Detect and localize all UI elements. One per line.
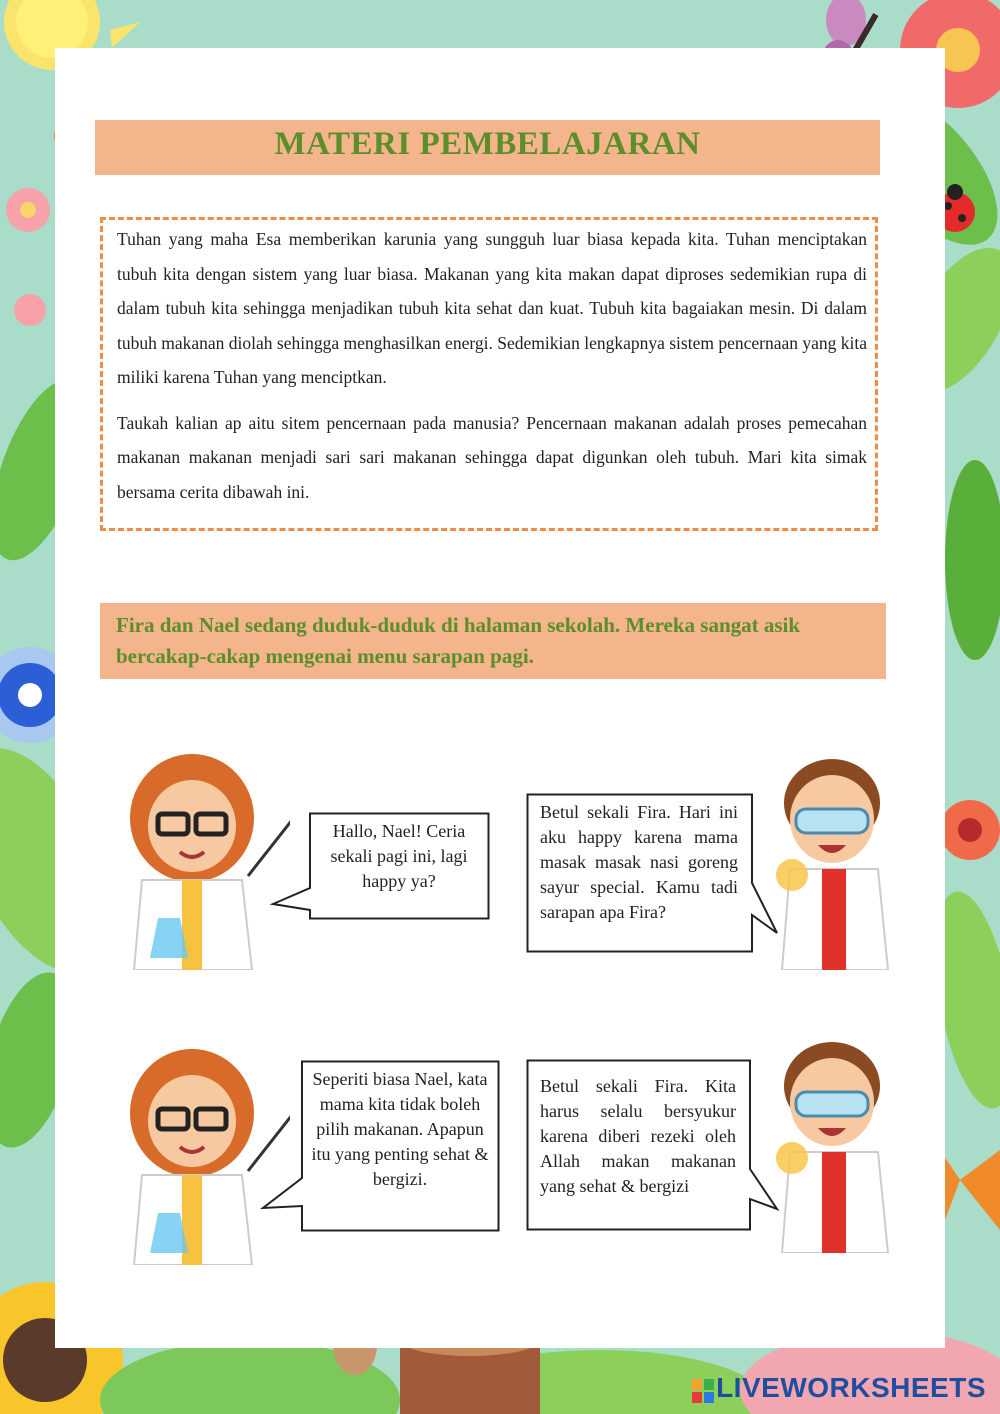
intro-paragraph-1: Tuhan yang maha Esa memberikan karunia yang sungguh luar biasa kepada kita. Tuhan menciptakan tubuh kita dengan sistem yang luar biasa. Makanan yang kita makan dapat diproses sedemikian rupa di dalam tubuh kita sehingga menjadikan tubuh kita sehat dan kuat. Tubuh kita bagaiakan mesin. Di dalam tubuh makanan diolah sehingga menghasilkan energi. Sedemikian lengkapnya sistem pencernaan yang kita miliki karena Tuhan yang menciptkan. [117, 229, 868, 387]
bubble-text: Betul sekali Fira. Hari ini aku happy karena mama masak masak nasi goreng sayur special. Kamu tadi sarapan apa Fira? [540, 802, 738, 922]
red-flower-icon [940, 800, 1000, 860]
nael-character-1 [770, 745, 900, 970]
brand-watermark[interactable]: LIVEWORKSHEETS [716, 1372, 986, 1403]
nael-character-2 [770, 1028, 900, 1253]
intro-paragraph-2: Taukah kalian ap aitu sitem pencernaan pada manusia? Pencernaan makanan adalah proses pemecahan makanan makanan menjadi sari sari makanan sehingga dapat digunkan oleh tubuh. Mari kita simak bersama cerita dibawah ini. [117, 412, 867, 502]
bubble-text: Betul sekali Fira. Kita harus selalu bersyukur karena diberi rezeki oleh Allah makan makanan yang sehat & bergizi [540, 1076, 736, 1196]
intro-text [117, 222, 867, 520]
fira-character-1 [120, 748, 290, 970]
speech-bubble-fira-2 [262, 1060, 500, 1232]
speech-bubble-nael-2 [526, 1059, 778, 1231]
speech-bubble-nael-1 [526, 793, 778, 953]
bubble-text: Hallo, Nael! Ceria sekali pagi ini, lagi happy ya? [330, 821, 468, 891]
page-title: MATERI PEMBELAJARAN [274, 126, 701, 162]
speech-bubble-fira-1 [272, 812, 490, 920]
story-intro: Fira dan Nael sedang duduk-duduk di halaman sekolah. Mereka sangat asik bercakap-cakap mengenai menu sarapan pagi. [116, 613, 801, 668]
bubble-text: Seperiti biasa Nael, kata mama kita tidak boleh pilih makanan. Apapun itu yang penting sehat & bergizi. [311, 1069, 489, 1189]
liveworksheets-logo-icon [692, 1379, 714, 1403]
